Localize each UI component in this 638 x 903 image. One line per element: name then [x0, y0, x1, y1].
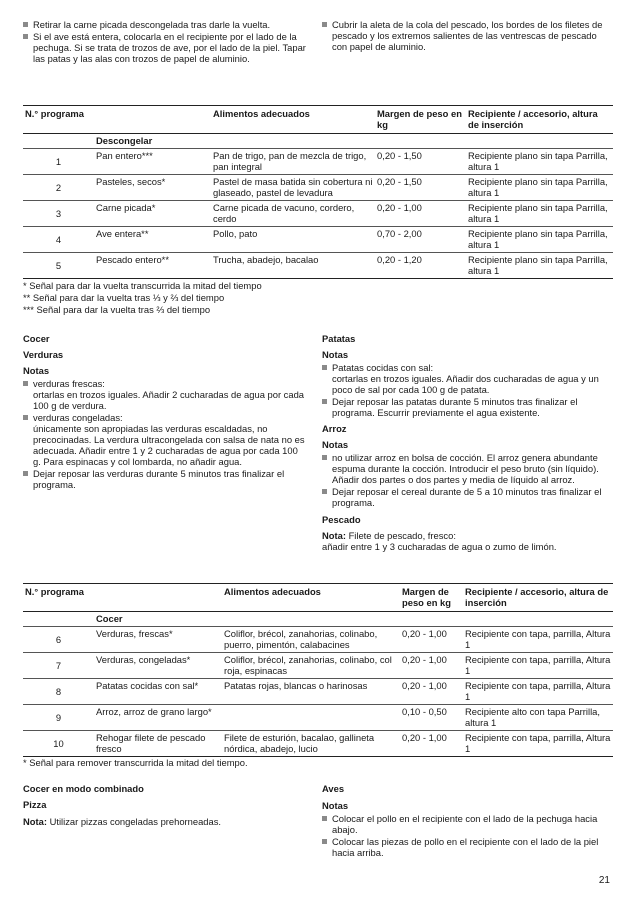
cell-name: Verduras, congeladas*	[94, 653, 222, 679]
cell-acc: Recipiente con tapa, parrilla, Altura 1	[463, 627, 613, 653]
header-food: Alimentos adecuados	[211, 106, 375, 134]
table-header-row	[23, 106, 613, 134]
table-row	[23, 201, 613, 227]
note-label: Nota:	[23, 816, 47, 827]
cell-food: Pan de trigo, pan de mezcla de trigo, pan integral	[211, 149, 375, 175]
header-accessory: Recipiente / accesorio, altura de inserción	[463, 584, 613, 612]
subsection-title: Arroz	[322, 423, 347, 434]
cell-num: 2	[23, 175, 94, 201]
cell-num: 1	[23, 149, 94, 175]
subsection-title: Patatas	[322, 333, 356, 344]
bullet-square-icon	[23, 22, 28, 27]
cell-food: Trucha, abadejo, bacalao	[211, 253, 375, 279]
footnote: * Señal para dar la vuelta transcurrida la mitad del tiempo	[23, 280, 262, 291]
bullet-item: Si el ave está entera, colocarla en el recipiente por el lado de la pechuga. Si se trata de trozos de ave, por el lado de la piel. Tapar las patas y las alas con trozos de papel de aluminio.	[23, 31, 306, 64]
bullet-item: no utilizar arroz en bolsa de cocción. El arroz genera abundante espuma durante la cocción. Introducir el peso bruto (sin líquido). Añadir dos partes o dos partes y media de líquido al arroz.	[322, 452, 614, 485]
table-row	[23, 253, 613, 279]
cell-food: Coliflor, brécol, zanahorias, colinabo, puerro, pimentón, calabacines	[222, 627, 400, 653]
table1-footnotes	[23, 280, 262, 316]
bullet-square-icon	[322, 489, 327, 494]
footnote: *** Señal para dar la vuelta tras ⅔ del tiempo	[23, 304, 211, 315]
cell-acc: Recipiente con tapa, parrilla, Altura 1	[463, 679, 613, 705]
table-row	[23, 175, 613, 201]
cell-food: Coliflor, brécol, zanahorias, colinabo, col roja, espinacas	[222, 653, 400, 679]
cell-weight: 0,10 - 0,50	[400, 705, 463, 731]
notes-title: Notas	[23, 365, 50, 376]
cell-name: Ave entera**	[94, 227, 211, 253]
table-section-row	[23, 134, 613, 149]
cell-acc: Recipiente alto con tapa Parrilla, altura 1	[463, 705, 613, 731]
table-row	[23, 653, 613, 679]
cell-weight: 0,70 - 2,00	[375, 227, 466, 253]
page-number: 21	[598, 875, 610, 886]
cell-food: Filete de esturión, bacalao, gallineta nórdica, abadejo, lucio	[222, 731, 400, 757]
cell-num: 5	[23, 253, 94, 279]
section-label: Cocer	[94, 612, 613, 627]
bullet-square-icon	[322, 839, 327, 844]
header-program: N.° programa	[23, 106, 211, 134]
cell-acc: Recipiente con tapa, parrilla, Altura 1	[463, 731, 613, 757]
table-row	[23, 227, 613, 253]
cell-acc: Recipiente plano sin tapa Parrilla, altura 1	[466, 201, 613, 227]
top-right-notes	[322, 19, 614, 53]
header-food: Alimentos adecuados	[222, 584, 400, 612]
cell-weight: 0,20 - 1,00	[400, 653, 463, 679]
cell-num: 7	[23, 653, 94, 679]
table-cell	[23, 612, 94, 627]
cell-name: Pasteles, secos*	[94, 175, 211, 201]
cell-weight: 0,20 - 1,50	[375, 149, 466, 175]
subsection-title: Verduras	[23, 349, 64, 360]
bullet-square-icon	[322, 399, 327, 404]
table-row	[23, 627, 613, 653]
subsection-title: Pizza	[23, 799, 47, 810]
combined-cooking-section	[23, 783, 306, 827]
table2-footnote: * Señal para remover transcurrida la mitad del tiempo.	[23, 757, 248, 768]
section-title: Cocer	[23, 333, 50, 344]
note-label: Nota:	[322, 530, 346, 541]
cell-num: 4	[23, 227, 94, 253]
bullet-square-icon	[322, 22, 327, 27]
bullet-square-icon	[23, 34, 28, 39]
cell-name: Arroz, arroz de grano largo*	[94, 705, 222, 731]
notes-title: Notas	[322, 800, 349, 811]
cell-food: Pastel de masa batida sin cobertura ni glaseado, pastel de levadura	[211, 175, 375, 201]
footnote: ** Señal para dar la vuelta tras ⅓ y ⅔ del tiempo	[23, 292, 225, 303]
table-row	[23, 705, 613, 731]
cell-acc: Recipiente plano sin tapa Parrilla, altura 1	[466, 253, 613, 279]
cell-food	[222, 705, 400, 731]
bullet-square-icon	[23, 415, 28, 420]
bullet-square-icon	[322, 365, 327, 370]
subsection-title: Pescado	[322, 514, 361, 525]
bullet-item: Dejar reposar las patatas durante 5 minutos tras finalizar el programa. Escurrir previamente el agua existente.	[322, 396, 614, 418]
cell-food: Patatas rojas, blancas o harinosas	[222, 679, 400, 705]
potatoes-rice-fish-section	[322, 333, 614, 552]
bullet-item: Colocar el pollo en el recipiente con el lado de la pechuga hacia abajo.	[322, 813, 614, 835]
cell-name: Verduras, frescas*	[94, 627, 222, 653]
cell-name: Patatas cocidas con sal*	[94, 679, 222, 705]
cook-program-table	[23, 583, 613, 757]
bullet-item: Dejar reposar el cereal durante de 5 a 10 minutos tras finalizar el programa.	[322, 486, 614, 508]
cell-name: Pan entero***	[94, 149, 211, 175]
cell-food: Carne picada de vacuno, cordero, cerdo	[211, 201, 375, 227]
cook-vegetables-section	[23, 333, 306, 491]
cell-weight: 0,20 - 1,50	[375, 175, 466, 201]
poultry-section	[322, 783, 614, 859]
notes-title: Notas	[322, 349, 349, 360]
cell-num: 6	[23, 627, 94, 653]
table-header-row	[23, 584, 613, 612]
table-cell	[23, 134, 94, 149]
table-row	[23, 149, 613, 175]
section-title: Cocer en modo combinado	[23, 783, 144, 794]
bullet-item: verduras frescas: ortarlas en trozos iguales. Añadir 2 cucharadas de agua por cada 100 g de verdura.	[23, 378, 306, 411]
header-weight: Margen de peso en kg	[400, 584, 463, 612]
bullet-item: Dejar reposar las verduras durante 5 minutos tras finalizar el programa.	[23, 468, 306, 490]
top-left-notes	[23, 19, 306, 65]
cell-num: 3	[23, 201, 94, 227]
fish-note: Nota: Filete de pescado, fresco:	[322, 530, 456, 541]
header-accessory: Recipiente / accesorio, altura de inserción	[466, 106, 613, 134]
subsection-title: Aves	[322, 783, 345, 794]
bullet-square-icon	[23, 381, 28, 386]
table-row	[23, 679, 613, 705]
cell-weight: 0,20 - 1,00	[375, 201, 466, 227]
bullet-item: Cubrir la aleta de la cola del pescado, los bordes de los filetes de pescado y los extremos salientes de las ventrescas de pescado con papel de aluminio.	[322, 19, 614, 52]
bullet-square-icon	[23, 471, 28, 476]
table-row	[23, 731, 613, 757]
cell-weight: 0,20 - 1,00	[400, 679, 463, 705]
defrost-program-table	[23, 105, 613, 279]
notes-title: Notas	[322, 439, 349, 450]
cell-acc: Recipiente con tapa, parrilla, Altura 1	[463, 653, 613, 679]
bullet-item: Patatas cocidas con sal: cortarlas en trozos iguales. Añadir dos cucharadas de agua y un poco de sal por cada 100 g de patata.	[322, 362, 614, 395]
cell-name: Carne picada*	[94, 201, 211, 227]
cell-acc: Recipiente plano sin tapa Parrilla, altura 1	[466, 227, 613, 253]
header-program: N.° programa	[23, 584, 222, 612]
pizza-note: Nota: Utilizar pizzas congeladas prehorneadas.	[23, 816, 222, 827]
cell-num: 10	[23, 731, 94, 757]
table-section-row	[23, 612, 613, 627]
cell-name: Pescado entero**	[94, 253, 211, 279]
cell-num: 8	[23, 679, 94, 705]
cell-weight: 0,20 - 1,20	[375, 253, 466, 279]
cell-weight: 0,20 - 1,00	[400, 731, 463, 757]
bullet-item: Colocar las piezas de pollo en el recipiente con el lado de la piel hacia arriba.	[322, 836, 614, 858]
cell-acc: Recipiente plano sin tapa Parrilla, altura 1	[466, 149, 613, 175]
cell-name: Rehogar filete de pescado fresco	[94, 731, 222, 757]
fish-note-line2: añadir entre 1 y 3 cucharadas de agua o zumo de limón.	[322, 541, 557, 552]
cell-food: Pollo, pato	[211, 227, 375, 253]
cell-num: 9	[23, 705, 94, 731]
cell-weight: 0,20 - 1,00	[400, 627, 463, 653]
section-label: Descongelar	[94, 134, 613, 149]
bullet-item: Retirar la carne picada descongelada tras darle la vuelta.	[23, 19, 306, 30]
bullet-square-icon	[322, 816, 327, 821]
cell-acc: Recipiente plano sin tapa Parrilla, altura 1	[466, 175, 613, 201]
bullet-item: verduras congeladas: únicamente son apropiadas las verduras escaldadas, no precocinadas. La verdura ultracongelada con salsa de nata no es adecuada. Añadir entre 1 y 2 cucharadas de agua por cada 100 g. Para espinacas y col lombarda, no añadir agua.	[23, 412, 306, 467]
bullet-square-icon	[322, 455, 327, 460]
header-weight: Margen de peso en kg	[375, 106, 466, 134]
